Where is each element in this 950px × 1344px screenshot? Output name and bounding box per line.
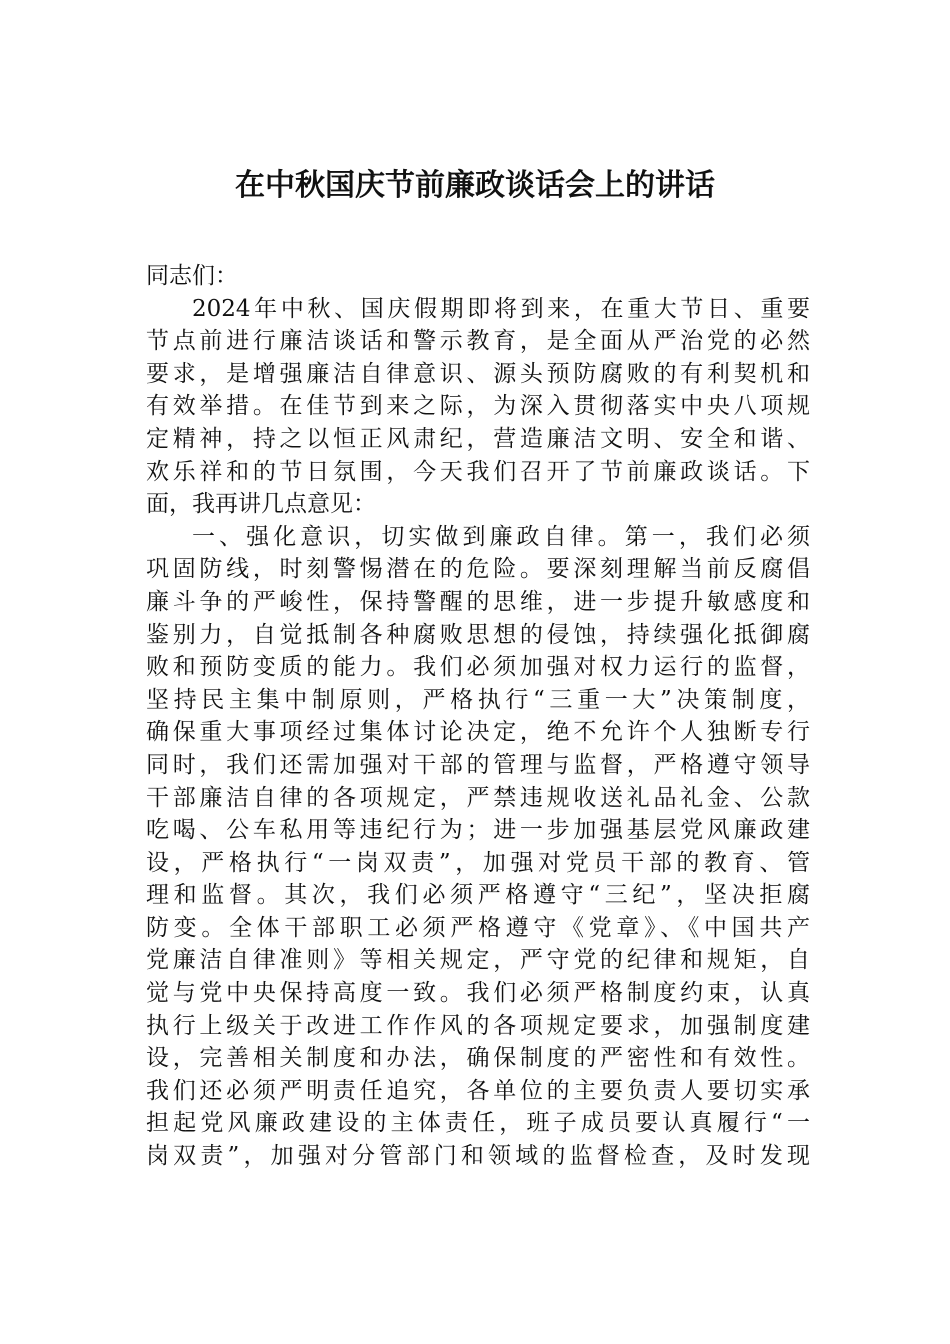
paragraph-line: 执行上级关于改进工作作风的各项规定要求，加强制度建 bbox=[146, 1012, 810, 1039]
paragraph-line: 节点前进行廉洁谈话和警示教育，是全面从严治党的必然 bbox=[146, 328, 810, 355]
paragraph-line: 设，完善相关制度和办法，确保制度的严密性和有效性。 bbox=[146, 1045, 810, 1072]
paragraph-line: 干部廉洁自律的各项规定，严禁违规收送礼品礼金、公款 bbox=[146, 784, 810, 811]
paragraph-line: 廉斗争的严峻性，保持警醒的思维，进一步提升敏感度和 bbox=[146, 588, 810, 615]
paragraph-line: 巩固防线，时刻警惕潜在的危险。要深刻理解当前反腐倡 bbox=[146, 556, 810, 583]
paragraph-line: 我们还必须严明责任追究，各单位的主要负责人要切实承 bbox=[146, 1077, 810, 1104]
paragraph-line: 要求，是增强廉洁自律意识、源头预防腐败的有利契机和 bbox=[146, 360, 810, 387]
paragraph-line: 确保重大事项经过集体讨论决定，绝不允许个人独断专行 bbox=[146, 719, 810, 746]
paragraph-line: 防变。全体干部职工必须严格遵守《党章》、《中国共产 bbox=[146, 914, 810, 941]
paragraph-line: 坚持民主集中制原则，严格执行“三重一大”决策制度， bbox=[146, 686, 810, 713]
paragraph-line: 鉴别力，自觉抵制各种腐败思想的侵蚀，持续强化抵御腐 bbox=[146, 621, 810, 648]
paragraph-line: 岗双责”，加强对分管部门和领域的监督检查，及时发现 bbox=[146, 1143, 810, 1170]
document-title: 在中秋国庆节前廉政谈话会上的讲话 bbox=[235, 168, 715, 203]
paragraph-line: 设，严格执行“一岗双责”，加强对党员干部的教育、管 bbox=[146, 849, 810, 876]
document-body bbox=[146, 260, 810, 1173]
paragraph-line: 面，我再讲几点意见： bbox=[146, 491, 376, 518]
paragraph-line: 有效举措。在佳节到来之际，为深入贯彻落实中央八项规 bbox=[146, 393, 810, 420]
paragraph-line: 败和预防变质的能力。我们必须加强对权力运行的监督， bbox=[146, 654, 810, 681]
paragraph-line: 同时，我们还需加强对干部的管理与监督，严格遵守领导 bbox=[146, 751, 810, 778]
paragraph-line: 定精神，持之以恒正风肃纪，营造廉洁文明、安全和谐、 bbox=[146, 425, 810, 452]
paragraph-line: 觉与党中央保持高度一致。我们必须严格制度约束，认真 bbox=[146, 980, 810, 1007]
paragraph-line: 一、强化意识，切实做到廉政自律。第一，我们必须 bbox=[192, 523, 810, 550]
paragraph-line: 吃喝、公车私用等违纪行为；进一步加强基层党风廉政建 bbox=[146, 817, 810, 844]
paragraph-line: 欢乐祥和的节日氛围，今天我们召开了节前廉政谈话。下 bbox=[146, 458, 810, 485]
paragraph-line: 2024年中秋、国庆假期即将到来，在重大节日、重要 bbox=[192, 295, 810, 322]
paragraph-line: 党廉洁自律准则》等相关规定，严守党的纪律和规矩，自 bbox=[146, 947, 810, 974]
salutation-line: 同志们： bbox=[146, 263, 238, 289]
paragraph-line: 理和监督。其次，我们必须严格遵守“三纪”，坚决拒腐 bbox=[146, 882, 810, 909]
paragraph-line: 担起党风廉政建设的主体责任，班子成员要认真履行“一 bbox=[146, 1110, 810, 1137]
